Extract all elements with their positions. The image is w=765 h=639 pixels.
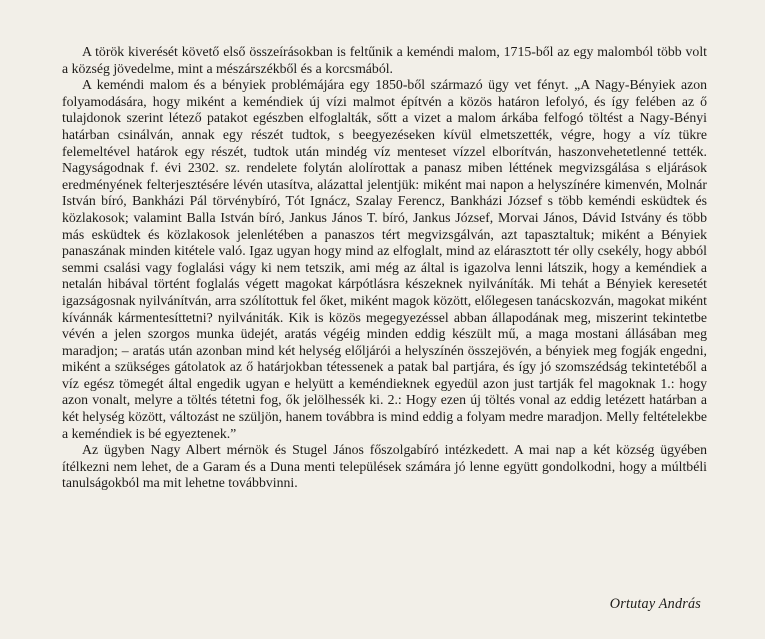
- paragraph-1: A török kiverését követő első összeírásokban is feltűnik a keméndi malom, 1715-ből az egy malomból több volt a község jövedelme, mint a mészárszékből és a korcsmából.: [62, 44, 707, 76]
- article-body: [62, 44, 707, 492]
- author-signature: Ortutay András: [609, 596, 701, 612]
- paragraph-3: Az ügyben Nagy Albert mérnök és Stugel János főszolgabíró intézkedett. A mai nap a két község ügyében ítélkezni nem lehet, de a Garam és a Duna menti települések számára jó lenne együtt gondolkodni, hogy a múltbéli tanulságokból ma mit lehetne továbbvinni.: [62, 442, 707, 491]
- paragraph-2: A keméndi malom és a bényiek problémájára egy 1850-ből származó ügy vet fényt. „A Nagy-Bényiek azon folyamodására, hogy miként a keméndiek új vízi malmot építvén a közös határon lefolyó, és így felében az ő tulajdonok szerint létező patakot egészben elfoglalták, sőtt a vizet a malom árkába felfogó töltést a Nagy-Bényi határban csinálván, annak egy részét tudtok, s beegyezéseken kívül elmetszették, végre, hogy a víz tükre felemeltével határok egy részét, tudtok után mindég víz menteset vízzel elborítván, haszonvehetetlenné tették. Nagyságodnak f. évi 2302. sz. rendelete folytán alolírottak a panasz miben léttének megvizsgálása s eljárások eredményének felterjesztésére lévén utasítva, alázattal jelentjük: miként mai napon a helyszínére kimenvén, Molnár István bíró, Bankházi Pál törvénybíró, Tót Ignácz, Szalay Ferencz, Bankházi József s több keméndi esküdtek és közlakosok; valamint Balla István bíró, Jankus János T. bíró, Jankus József, Morvai János, Dávid Istvány és több más esküdtek és közlakosok jelenlétében a panaszos tért megvizsgálván, azt tapasztaltuk; miként a Bényiek panaszának minden kitétele való. Igaz ugyan hogy mind az elfoglalt, mind az elárasztott tér olly csekély, hogy abból semmi csalási vagy foglalási vágy ki nem tetszik, ami még az által is igazolva lenni látszik, hogy a keméndiek a netalán hibával történt foglalás végett magokat kárpótlásra készeknek nyilváníták. Mi tehát a Bényiek keresetét igazságosnak nyilvánítván, arra szólítottuk fel őket, miként magok között, előlegesen tanácskozván, magokat miként kívánnák kármentesíttetni? nyilvániták. Kik is közös megegyezéssel abban állapodának meg, miszerint tekintetbe vévén a jelen szorgos munka üdejét, aratás végéig minden eddig készült mű, a maga mostani állásában meg maradjon; – aratás után azonban mind két helység előljárói a helyszínén összejövén, a bényiek meg fogják engedni, miként a szükséges gátolatok az ő határjokban tétessenek a patak bal partjára, és így jó szomszédság tekintetéből a víz egész tömegét által engedik ugyan e helyütt a keméndieknek egyedül azon just tartják fel magoknak 1.: hogy azon vonalt, melyre a töltés tétetni fog, ők jelölhessék ki. 2.: Hogy ezen új töltés vonal az eddig letézett határban a két helység között, változást ne szüljön, hanem továbbra is mind eddig a folyam medre maradjon. Melly feltételekbe a keméndiek is bé egyeztenek.”: [62, 77, 707, 441]
